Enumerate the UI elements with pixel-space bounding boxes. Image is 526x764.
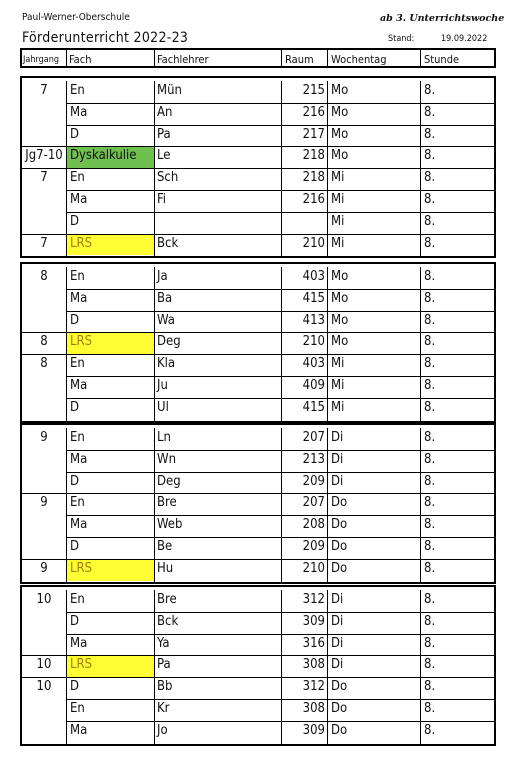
cell-lehrer: Kr	[157, 701, 170, 716]
cell-wochentag: Mo	[331, 104, 349, 120]
cell-raum: 312	[302, 679, 325, 695]
cell-stunde: 8.	[424, 356, 436, 372]
column-divider	[154, 50, 155, 66]
cell-wochentag: Mi	[331, 399, 345, 415]
block-separator	[22, 677, 494, 678]
cell-raum: 316	[302, 635, 325, 651]
cell-fach: D	[70, 679, 80, 695]
cell-fach: En	[70, 430, 85, 445]
cell-raum: 217	[302, 126, 325, 142]
row-divider	[66, 634, 494, 635]
cell-raum: 210	[302, 334, 325, 350]
column-header-wochentag: Wochentag	[331, 53, 387, 66]
cell-raum: 309	[302, 722, 325, 738]
cell-wochentag: Do	[331, 560, 348, 576]
row-divider	[66, 398, 494, 399]
cell-raum: 216	[302, 104, 325, 120]
cell-raum: 209	[302, 539, 325, 554]
cell-fach: Ma	[70, 378, 88, 393]
cell-raum: 213	[302, 451, 325, 467]
cell-stunde: 8.	[424, 495, 436, 511]
row-divider	[66, 450, 494, 451]
cell-wochentag: Mo	[331, 126, 349, 142]
cell-jahrgang: 7	[40, 235, 48, 251]
schedule-group	[20, 585, 496, 746]
cell-fach: Ma	[70, 517, 88, 533]
cell-lehrer: Bck	[157, 235, 179, 251]
cell-raum: 207	[302, 430, 325, 445]
cell-wochentag: Di	[331, 592, 344, 607]
cell-lehrer: Le	[157, 148, 171, 164]
cell-fach: D	[70, 613, 80, 629]
cell-raum: 208	[302, 517, 325, 533]
cell-wochentag: Mi	[331, 235, 345, 251]
row-divider	[66, 376, 494, 377]
cell-fach: En	[70, 83, 85, 98]
cell-lehrer: Bre	[157, 495, 177, 511]
cell-jahrgang: 9	[40, 430, 48, 445]
row-divider	[66, 212, 494, 213]
cell-lehrer: Deg	[157, 334, 181, 350]
cell-raum: 308	[302, 657, 325, 673]
block-separator	[22, 493, 494, 494]
cell-fach: Ma	[70, 451, 88, 467]
cell-wochentag: Mo	[331, 334, 349, 350]
cell-raum: 215	[302, 83, 325, 98]
cell-stunde: 8.	[424, 473, 436, 489]
cell-raum: 403	[302, 269, 325, 284]
cell-wochentag: Do	[331, 701, 348, 716]
cell-lehrer: Fi	[157, 192, 167, 207]
cell-stunde: 8.	[424, 679, 436, 695]
cell-fach: LRS	[70, 334, 93, 350]
cell-jahrgang: 8	[40, 356, 48, 372]
cell-stunde: 8.	[424, 334, 436, 350]
cell-fach: En	[70, 495, 85, 511]
cell-fach: Ma	[70, 635, 88, 651]
cell-fach: D	[70, 539, 80, 554]
cell-wochentag: Mi	[331, 192, 345, 207]
cell-stunde: 8.	[424, 701, 436, 716]
row-divider	[66, 103, 494, 104]
cell-lehrer: Bre	[157, 592, 177, 607]
cell-wochentag: Di	[331, 657, 344, 673]
cell-fach: En	[70, 356, 85, 372]
cell-jahrgang: 9	[40, 560, 48, 576]
schedule-group	[20, 262, 496, 423]
cell-lehrer: Mün	[157, 83, 182, 98]
cell-fach: Ma	[70, 290, 88, 306]
cell-jahrgang: 8	[40, 334, 48, 350]
cell-wochentag: Do	[331, 722, 348, 738]
row-divider	[66, 472, 494, 473]
column-divider	[420, 50, 421, 66]
cell-raum: 210	[302, 235, 325, 251]
cell-jahrgang: 9	[40, 495, 48, 511]
cell-raum: 409	[302, 378, 325, 393]
cell-lehrer: Pa	[157, 657, 171, 673]
cell-raum: 218	[302, 148, 325, 164]
cell-raum: 312	[302, 592, 325, 607]
cell-raum: 309	[302, 613, 325, 629]
cell-lehrer: Web	[157, 517, 183, 533]
cell-wochentag: Mi	[331, 356, 345, 372]
cell-stunde: 8.	[424, 399, 436, 415]
cell-wochentag: Mo	[331, 312, 349, 328]
cell-jahrgang: 10	[36, 592, 52, 607]
cell-fach: LRS	[70, 560, 93, 576]
cell-stunde: 8.	[424, 560, 436, 576]
cell-lehrer: Ba	[157, 290, 173, 306]
cell-fach: D	[70, 213, 80, 229]
row-divider	[66, 125, 494, 126]
cell-stunde: 8.	[424, 213, 436, 229]
cell-jahrgang: 10	[36, 657, 52, 673]
cell-fach: En	[70, 170, 85, 186]
cell-raum: 218	[302, 170, 325, 186]
cell-raum: 210	[302, 560, 325, 576]
cell-lehrer: An	[157, 104, 173, 120]
cell-lehrer: Ln	[157, 430, 171, 445]
page-title: Förderunterricht 2022-23	[22, 30, 189, 46]
cell-stunde: 8.	[424, 451, 436, 467]
cell-wochentag: Do	[331, 495, 348, 511]
column-divider	[327, 50, 328, 66]
cell-stunde: 8.	[424, 657, 436, 673]
cell-lehrer: Deg	[157, 473, 181, 489]
column-divider	[66, 50, 67, 66]
cell-stunde: 8.	[424, 170, 436, 186]
cell-wochentag: Di	[331, 430, 344, 445]
cell-lehrer: Hu	[157, 560, 174, 576]
cell-fach: Ma	[70, 192, 88, 207]
cell-wochentag: Do	[331, 679, 348, 695]
cell-stunde: 8.	[424, 269, 436, 284]
cell-fach: En	[70, 592, 85, 607]
cell-raum: 413	[302, 312, 325, 328]
row-divider	[66, 537, 494, 538]
cell-wochentag: Di	[331, 635, 344, 651]
cell-raum: 415	[302, 399, 325, 415]
school-name: Paul-Werner-Oberschule	[22, 12, 130, 23]
cell-raum: 415	[302, 290, 325, 306]
cell-fach: Ma	[70, 722, 88, 738]
cell-jahrgang: 10	[36, 679, 52, 695]
cell-stunde: 8.	[424, 430, 436, 445]
cell-fach: LRS	[70, 657, 93, 673]
start-note: ab 3. Unterrichtswoche	[380, 13, 505, 24]
cell-lehrer: Sch	[157, 170, 179, 186]
cell-lehrer: Pa	[157, 126, 171, 142]
column-header-raum: Raum	[285, 53, 314, 66]
cell-stunde: 8.	[424, 192, 436, 207]
cell-fach: En	[70, 701, 85, 716]
cell-stunde: 8.	[424, 148, 436, 164]
cell-stunde: 8.	[424, 290, 436, 306]
cell-fach: Dyskalkulie	[70, 148, 137, 164]
column-divider	[281, 50, 282, 66]
schedule-group	[20, 423, 496, 584]
row-divider	[66, 721, 494, 722]
cell-raum: 403	[302, 356, 325, 372]
cell-wochentag: Di	[331, 451, 344, 467]
cell-jahrgang: 7	[40, 83, 48, 98]
column-header-fach: Fach	[69, 53, 92, 66]
cell-wochentag: Mo	[331, 83, 349, 98]
cell-stunde: 8.	[424, 104, 436, 120]
cell-lehrer: Ja	[157, 269, 168, 284]
row-divider	[66, 515, 494, 516]
column-header-stunde: Stunde	[424, 53, 460, 66]
block-separator	[22, 354, 494, 355]
cell-wochentag: Do	[331, 539, 348, 554]
stand-date: 19.09.2022	[441, 34, 488, 44]
cell-wochentag: Mo	[331, 290, 349, 306]
block-separator	[22, 168, 494, 169]
cell-stunde: 8.	[424, 635, 436, 651]
cell-lehrer: Ya	[157, 635, 170, 651]
cell-fach: D	[70, 312, 80, 328]
column-header-jahrgang: Jahrgang	[23, 55, 60, 65]
cell-lehrer: Wn	[157, 451, 176, 467]
cell-jahrgang: 7	[40, 170, 48, 186]
cell-lehrer: Ul	[157, 399, 169, 415]
cell-wochentag: Mi	[331, 213, 345, 229]
row-divider	[66, 612, 494, 613]
cell-stunde: 8.	[424, 126, 436, 142]
cell-raum: 207	[302, 495, 325, 511]
cell-wochentag: Mo	[331, 148, 349, 164]
cell-stunde: 8.	[424, 235, 436, 251]
cell-lehrer: Bck	[157, 613, 179, 629]
cell-stunde: 8.	[424, 517, 436, 533]
cell-raum: 216	[302, 192, 325, 207]
row-divider	[66, 311, 494, 312]
cell-wochentag: Di	[331, 473, 344, 489]
column-header-fachlehrer: Fachlehrer	[157, 53, 209, 66]
cell-wochentag: Di	[331, 613, 344, 629]
cell-fach: Ma	[70, 104, 88, 120]
cell-lehrer: Kla	[157, 356, 176, 372]
row-divider	[66, 699, 494, 700]
cell-lehrer: Ju	[157, 378, 168, 393]
cell-lehrer: Jo	[157, 722, 168, 738]
cell-stunde: 8.	[424, 312, 436, 328]
cell-stunde: 8.	[424, 378, 436, 393]
cell-lehrer: Be	[157, 539, 173, 554]
cell-stunde: 8.	[424, 722, 436, 738]
cell-lehrer: Bb	[157, 679, 173, 695]
column-header-row	[20, 48, 496, 68]
cell-fach: LRS	[70, 235, 93, 251]
schedule-group	[20, 76, 496, 258]
cell-raum: 209	[302, 473, 325, 489]
cell-jahrgang: Jg7-10	[25, 148, 63, 164]
cell-wochentag: Mo	[331, 269, 349, 284]
stand-label: Stand:	[388, 34, 415, 44]
row-divider	[66, 190, 494, 191]
row-divider	[66, 289, 494, 290]
cell-jahrgang: 8	[40, 269, 48, 284]
cell-stunde: 8.	[424, 539, 436, 554]
cell-fach: D	[70, 399, 80, 415]
cell-wochentag: Mi	[331, 170, 345, 186]
cell-stunde: 8.	[424, 83, 436, 98]
cell-lehrer: Wa	[157, 312, 175, 328]
cell-raum: 308	[302, 701, 325, 716]
cell-wochentag: Do	[331, 517, 348, 533]
cell-stunde: 8.	[424, 592, 436, 607]
cell-fach: En	[70, 269, 85, 284]
cell-fach: D	[70, 473, 80, 489]
cell-stunde: 8.	[424, 613, 436, 629]
cell-wochentag: Mi	[331, 378, 345, 393]
cell-fach: D	[70, 126, 80, 142]
